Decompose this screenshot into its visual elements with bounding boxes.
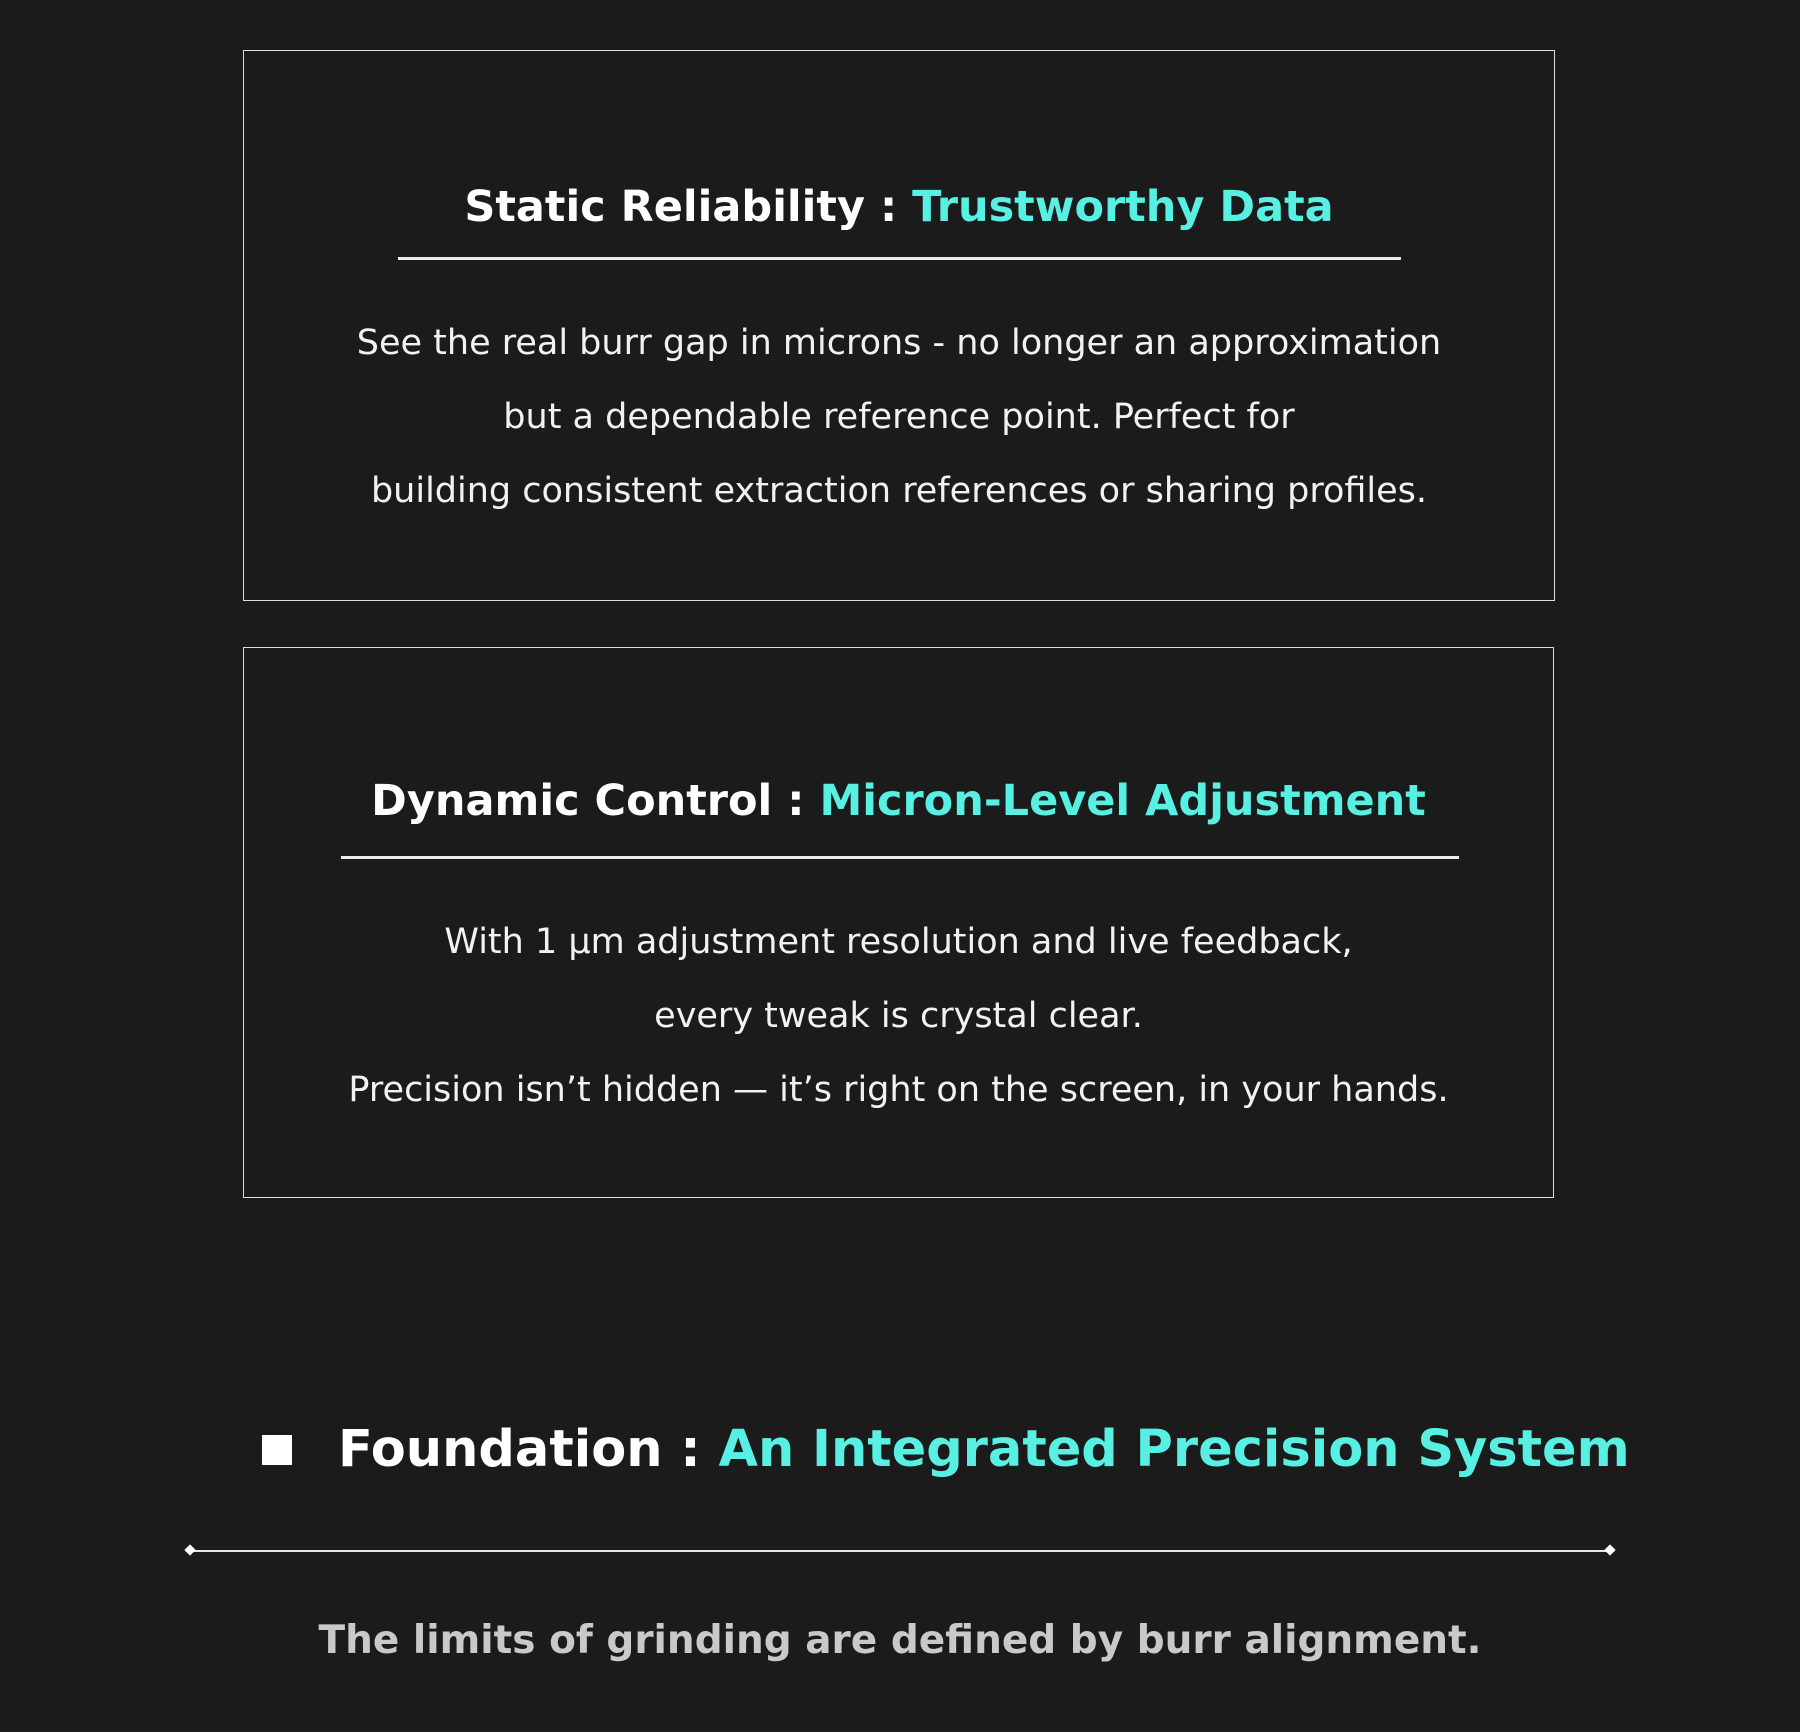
card-title bbox=[244, 771, 1553, 831]
card-title-accent: Micron-Level Adjustment bbox=[819, 776, 1426, 826]
diamond-left-icon bbox=[184, 1544, 195, 1555]
card-body-line: every tweak is crystal clear. bbox=[654, 996, 1143, 1036]
card-body-line: but a dependable reference point. Perfect for bbox=[503, 397, 1295, 437]
card-body-line: See the real burr gap in microns - no longer an approximation bbox=[356, 323, 1442, 363]
diamond-right-icon bbox=[1604, 1544, 1615, 1555]
card-divider bbox=[398, 257, 1401, 260]
card-body bbox=[244, 905, 1553, 1127]
card-divider bbox=[341, 856, 1459, 859]
section-title bbox=[338, 1415, 1630, 1485]
square-bullet-icon bbox=[262, 1435, 292, 1465]
card-body bbox=[244, 306, 1554, 528]
card-body-line: Precision isn’t hidden — it’s right on the screen, in your hands. bbox=[348, 1070, 1449, 1110]
card-title bbox=[244, 177, 1554, 237]
static-reliability-card bbox=[243, 50, 1555, 601]
section-title-label: Foundation : bbox=[338, 1420, 701, 1479]
section-divider bbox=[190, 1550, 1610, 1552]
dynamic-control-card bbox=[243, 647, 1554, 1198]
section-caption: The limits of grinding are defined by burr alignment. bbox=[318, 1618, 1482, 1663]
foundation-heading bbox=[0, 1415, 1800, 1485]
card-title-accent: Trustworthy Data bbox=[912, 182, 1334, 232]
card-title-label: Static Reliability : bbox=[464, 182, 898, 232]
card-title-label: Dynamic Control : bbox=[371, 776, 805, 826]
section-title-accent: An Integrated Precision System bbox=[718, 1420, 1630, 1479]
card-body-line: building consistent extraction references or sharing profiles. bbox=[370, 471, 1428, 511]
card-body-line: With 1 μm adjustment resolution and live feedback, bbox=[444, 922, 1353, 962]
